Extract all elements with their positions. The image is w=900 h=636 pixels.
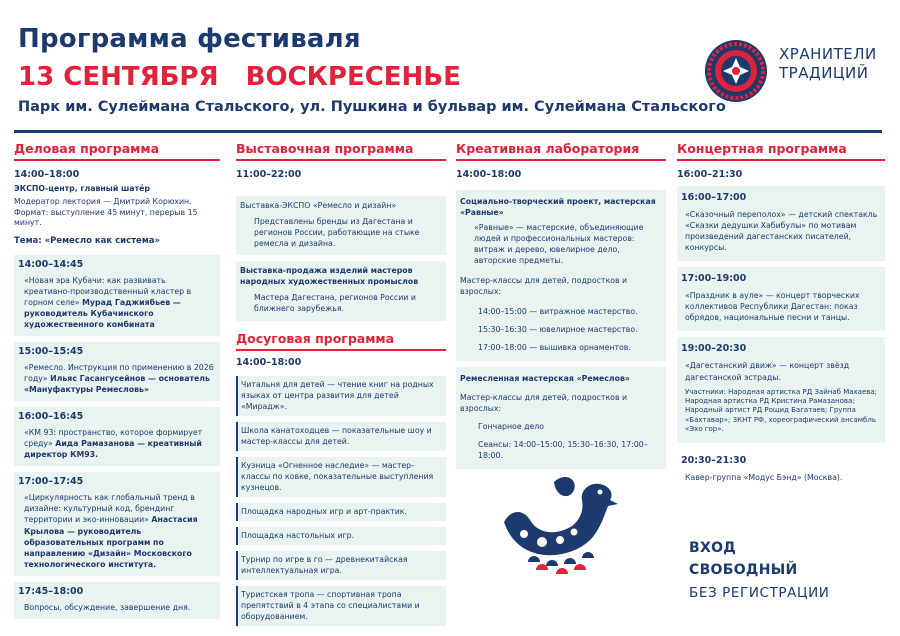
mk-item: 17:00–18:00 — вышивка орнаментов.	[478, 342, 631, 352]
business-theme: Тема: «Ремесло как система»	[14, 235, 160, 246]
exhibition-item	[236, 196, 446, 255]
ornament-emblem-icon	[703, 38, 769, 104]
talk-speaker: Мурад Гаджиябьев — руководитель Кубачинского художественного комбината	[24, 297, 181, 329]
leisure-heading: Досуговая программа	[236, 331, 446, 351]
header-divider	[14, 130, 882, 133]
pottery-title: Гончарное дело	[478, 421, 545, 431]
creative-time: 14:00–18:00	[456, 169, 522, 180]
talk-text: «КМ 93: пространство, которое формирует среду»	[24, 428, 203, 449]
exhibition-item-title: Выставка-продажа изделий мастеров народных художественных промыслов	[240, 266, 419, 287]
concert-item-time: 17:00–19:00	[681, 273, 747, 285]
concert-item	[677, 186, 885, 261]
talk-time: 16:00–16:45	[18, 411, 84, 423]
mk-item: 14:00–15:00 — витражное мастерство.	[478, 306, 638, 316]
workshop-title: Ремесленная мастерская «Ремеслов»	[460, 373, 630, 383]
page-title: Программа фестиваля	[18, 24, 361, 54]
exhibition-item	[236, 261, 446, 320]
exhibition-program	[236, 141, 446, 626]
talk-text: «Ремесло. Инструкция по применению в 2026 году»	[24, 362, 214, 384]
creative-project	[456, 190, 666, 361]
concert-item-extra: Участники: Народная артистка РД Зайнаб Махаева; Народная артистка РД Кристина Рамазанова; Народный артист РД Рощид Багатаев; Группа «Бахтавар»; ЗКНТ РФ, хореографический ансамбль «Эхо гор».	[685, 387, 878, 434]
leisure-item: Турнир по игре в го — древнекитайская интеллектуальная игра.	[236, 551, 446, 580]
business-program	[14, 141, 220, 619]
leisure-time: 14:00–18:00	[236, 356, 302, 368]
festival-place: Парк им. Сулеймана Стальского, ул. Пушкина и бульвар им. Сулеймана Стальского	[18, 99, 726, 115]
talk-speaker: Анастасия Крылова — руководитель образовательных программ по направлению «Дизайн» Московского технологического института.	[24, 515, 198, 569]
talk-time: 14:00–14:45	[18, 258, 84, 270]
concert-item-time: 19:00–20:30	[681, 343, 747, 355]
leisure-item: Площадка народных игр и арт-практик.	[236, 503, 446, 521]
leisure-item: Читальня для детей — чтение книг на родных языках от центра развития для детей «Мирадж».	[236, 376, 446, 416]
talk-item	[14, 472, 220, 575]
logo-line-2: ТРАДИЦИЙ	[779, 64, 869, 82]
leisure-item: Кузница «Огненное наследие» — мастер-классы по ковке, показательные выступления кузнецов.	[236, 457, 446, 497]
project-title: Социально-творческий проект, мастерская «Равные»	[460, 197, 656, 218]
exhibition-item-title: Выставка-ЭКСПО «Ремесло и дизайн»	[240, 201, 397, 210]
dagestan-bird-ornament-icon	[494, 470, 624, 585]
talk-text: «Циркулярность как глобальный тренд в дизайне: культурный код, брендинг территории и эко-инновации»	[24, 493, 195, 525]
exhibition-heading: Выставочная программа	[236, 141, 446, 161]
concert-item-text: «Дагестанский движ» — концерт звёзд дагестанской эстрады.	[685, 361, 850, 382]
creative-heading: Креативная лаборатория	[456, 141, 666, 161]
concert-item-time: 20:30–21:30	[681, 454, 747, 466]
leisure-item: Площадка настольных игр.	[236, 527, 446, 545]
talk-item	[14, 582, 220, 619]
leisure-item: Туристская тропа — спортивная тропа препятствий в 4 этапа со специалистами и оборудованием.	[236, 586, 446, 626]
talk-text: Вопросы, обсуждение, завершение дня.	[24, 602, 191, 612]
mk-item: 15:30–16:30 — ювелирное мастерство.	[478, 324, 638, 334]
exhibition-item-text: Представлены бренды из Дагестана и регионов России, работающие на стыке ремесла и дизайна.	[254, 217, 420, 249]
creative-workshop	[456, 367, 666, 469]
business-moderator: Модератор лектория — Дмитрий Корюхин.	[14, 197, 192, 207]
talk-speaker: Ильяс Гасангусейнов — основатель «Мануфактуры Ремесловь»	[24, 374, 210, 395]
concert-item-text: «Сказочный переполох» — детский спектакль «Сказки дедушки Хабибулы» по мотивам произведений дагестанских писателей, конкурсы.	[685, 210, 878, 253]
project-text: «Равные» — мастерские, объединяющие людей и профессиональных мастеров: витраж и дерево, ювелирное дело, авторские предметы.	[474, 223, 644, 266]
talk-time: 15:00–15:45	[18, 345, 84, 357]
logo-text	[779, 45, 877, 83]
talk-speaker: Аида Рамазанова — креативный директор КМ93.	[24, 439, 202, 460]
talk-item	[14, 255, 220, 336]
concert-item-time: 16:00–17:00	[681, 192, 747, 203]
pottery-sessions: Сеансы: 14:00–15:00, 15:30–16:30, 17:00–18:00.	[478, 439, 648, 460]
business-heading: Деловая программа	[14, 141, 220, 161]
talk-item	[14, 342, 220, 401]
concert-item-text: Кавер-группа «Модус Бэнд» (Москва).	[685, 472, 843, 482]
logo-line-1: ХРАНИТЕЛИ	[779, 45, 877, 63]
entry-slogan	[689, 537, 829, 605]
business-format: Формат: выступление 45 минут, перерыв 15 минут.	[14, 207, 198, 228]
exhibition-item-text: Мастера Дагестана, регионов России и ближнего зарубежья.	[254, 293, 416, 314]
business-time: 14:00–18:00	[14, 169, 80, 180]
workshop-mk: Мастер-классы для детей, подростков и взрослых:	[460, 392, 628, 413]
talk-time: 17:45–18:00	[18, 585, 84, 597]
talk-item	[14, 407, 220, 466]
business-venue: ЭКСПО-центр, главный шатёр	[14, 184, 150, 193]
slogan-line-3: БЕЗ РЕГИСТРАЦИИ	[689, 585, 830, 601]
festival-date: 13 СЕНТЯБРЯ ВОСКРЕСЕНЬЕ	[18, 62, 461, 92]
slogan-line-1: ВХОД	[689, 540, 737, 556]
talk-text: «Новая эра Кубачи: как развивать креативно-производственный кластер в горном селе»	[24, 275, 192, 307]
concert-item	[677, 337, 885, 442]
concert-item	[677, 449, 885, 491]
slogan-line-2: СВОБОДНЫЙ	[689, 562, 798, 578]
leisure-item: Школа канатоходцев — показательные шоу и мастер-классы для детей.	[236, 422, 446, 451]
concert-program	[677, 141, 885, 491]
mk-title: Мастер-классы для детей, подростков и взрослых:	[460, 276, 628, 297]
creative-lab	[456, 141, 666, 469]
concert-item-text: «Праздник в ауле» — концерт творческих коллективов Республики Дагестан: показ обрядов, национальные песни и танцы.	[685, 291, 860, 323]
concert-heading: Концертная программа	[677, 141, 885, 161]
concert-time: 16:00–21:30	[677, 169, 743, 180]
talk-time: 17:00–17:45	[18, 476, 84, 488]
exhibition-time: 11:00–22:00	[236, 169, 302, 180]
concert-item	[677, 267, 885, 331]
